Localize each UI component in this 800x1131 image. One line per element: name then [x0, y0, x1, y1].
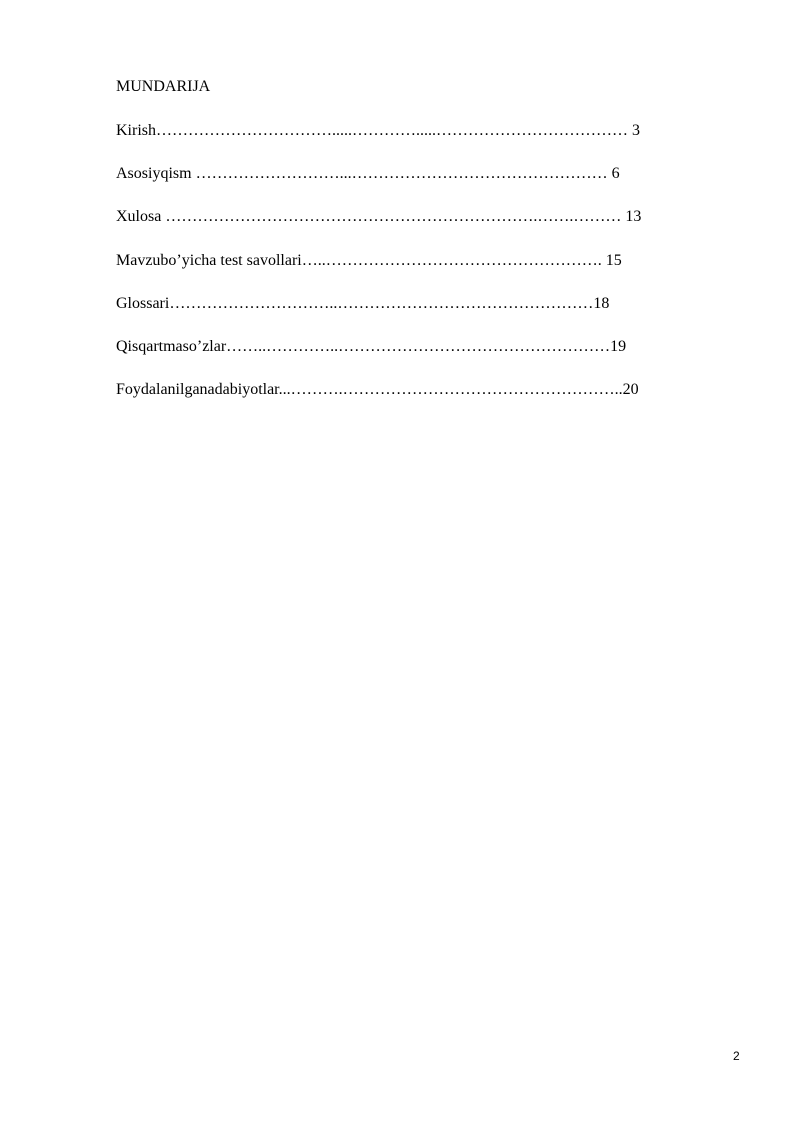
- toc-entry-xulosa: Xulosa …………………………………………………………….…….……… 13: [116, 208, 642, 225]
- toc-entry-test-savollari: Mavzubo’yicha test savollari…..……………………………………………. 15: [116, 252, 622, 269]
- toc-entry-foydalanilgan-adabiyotlar: Foydalanilganadabiyotlar...……….……………………………………………..20: [116, 381, 639, 398]
- toc-entry-qisqartma-sozlar: Qisqartmaso’zlar……..…………..……………………………………………19: [116, 338, 627, 355]
- page-number: 2: [733, 1049, 740, 1063]
- toc-title: MUNDARIJA: [116, 78, 211, 95]
- toc-entry-asosiyqism: Asosiyqism ………………………...………………………………………… 6: [116, 165, 620, 182]
- toc-entry-glossari: Glossari…………………………..…………………………………………18: [116, 295, 610, 312]
- toc-entry-kirish: Kirish…………………………….....………….....……………………………… 3: [116, 122, 640, 139]
